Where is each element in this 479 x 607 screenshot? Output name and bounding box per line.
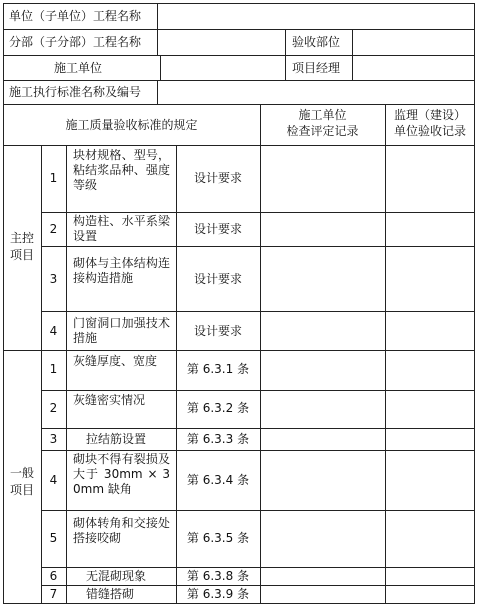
item-number: 5 [49, 531, 58, 545]
rule [160, 55, 161, 80]
item-description: 门窗洞口加强技术措施 [73, 316, 170, 345]
rule [157, 80, 158, 104]
item-number: 3 [49, 432, 58, 446]
rule [285, 29, 286, 80]
item-description: 灰缝厚度、宽度 [73, 354, 158, 368]
item-requirement: 设计要求 [193, 171, 242, 185]
general-items-label: 一般 [9, 466, 34, 480]
item-description: 砌体与主体结构连接构造措施 [73, 256, 170, 285]
construction-check-header-line2: 检查评定记录 [286, 124, 359, 138]
rule [41, 428, 475, 429]
rule [385, 104, 386, 604]
rule [3, 3, 475, 4]
unit-project-name-label: 单位（子单位）工程名称 [9, 9, 142, 23]
rule [41, 510, 475, 511]
supervision-header-line1: 监理（建设） [393, 108, 466, 122]
item-number: 1 [49, 171, 58, 185]
item-number: 7 [49, 587, 58, 601]
construction-unit-label: 施工单位 [54, 61, 103, 75]
item-requirement: 设计要求 [193, 272, 242, 286]
rule [157, 3, 158, 55]
rule [41, 450, 475, 451]
item-number: 1 [49, 362, 58, 376]
rule [66, 145, 67, 604]
rule [3, 80, 475, 81]
item-description: 错缝搭砌 [86, 587, 135, 601]
item-description: 块材规格、型号，粘结浆品种、强度等级 [73, 148, 170, 192]
supervision-header-line2: 单位验收记录 [393, 124, 466, 138]
rule [3, 350, 475, 351]
item-requirement: 设计要求 [193, 222, 242, 236]
rule [3, 29, 475, 30]
main-control-label: 项目 [9, 248, 34, 262]
rule [41, 311, 475, 312]
item-requirement: 第 6.3.3 条 [186, 432, 250, 446]
rule [3, 104, 475, 105]
item-requirement: 第 6.3.5 条 [186, 531, 250, 545]
item-number: 2 [49, 401, 58, 415]
main-control-label: 主控 [9, 231, 34, 245]
item-description: 灰缝密实情况 [73, 393, 146, 407]
rule [41, 390, 475, 391]
rule [3, 3, 4, 604]
rule [474, 3, 475, 604]
item-requirement: 第 6.3.2 条 [186, 401, 250, 415]
item-description: 无混砌现象 [86, 569, 147, 583]
spec-column-header: 施工质量验收标准的规定 [65, 118, 198, 132]
sub-project-name-label: 分部（子分部）工程名称 [9, 35, 142, 49]
rule [352, 29, 353, 80]
construction-check-header-line1: 施工单位 [298, 108, 347, 122]
standard-name-label: 施工执行标准名称及编号 [9, 85, 142, 99]
item-number: 2 [49, 222, 58, 236]
rule [3, 145, 475, 146]
acceptance-part-label: 验收部位 [292, 35, 341, 49]
rule [3, 55, 475, 56]
item-description: 砌体转角和交接处搭接咬砌 [73, 516, 170, 545]
item-number: 4 [49, 324, 58, 338]
general-items-label: 项目 [9, 483, 34, 497]
rule [41, 246, 475, 247]
item-description: 砌块不得有裂损及大于 30mm × 30mm 缺角 [73, 452, 170, 496]
item-requirement: 第 6.3.1 条 [186, 362, 250, 376]
rule [41, 585, 475, 586]
item-number: 4 [49, 473, 58, 487]
item-requirement: 第 6.3.8 条 [186, 569, 250, 583]
item-description: 构造柱、水平系梁设置 [73, 214, 170, 243]
item-number: 3 [49, 272, 58, 286]
rule [260, 104, 261, 604]
item-requirement: 第 6.3.4 条 [186, 473, 250, 487]
item-number: 6 [49, 569, 58, 583]
item-requirement: 第 6.3.9 条 [186, 587, 250, 601]
item-requirement: 设计要求 [193, 324, 242, 338]
item-description: 拉结筋设置 [86, 432, 147, 446]
rule [3, 603, 475, 604]
rule [41, 567, 475, 568]
rule [41, 212, 475, 213]
project-manager-label: 项目经理 [292, 61, 341, 75]
